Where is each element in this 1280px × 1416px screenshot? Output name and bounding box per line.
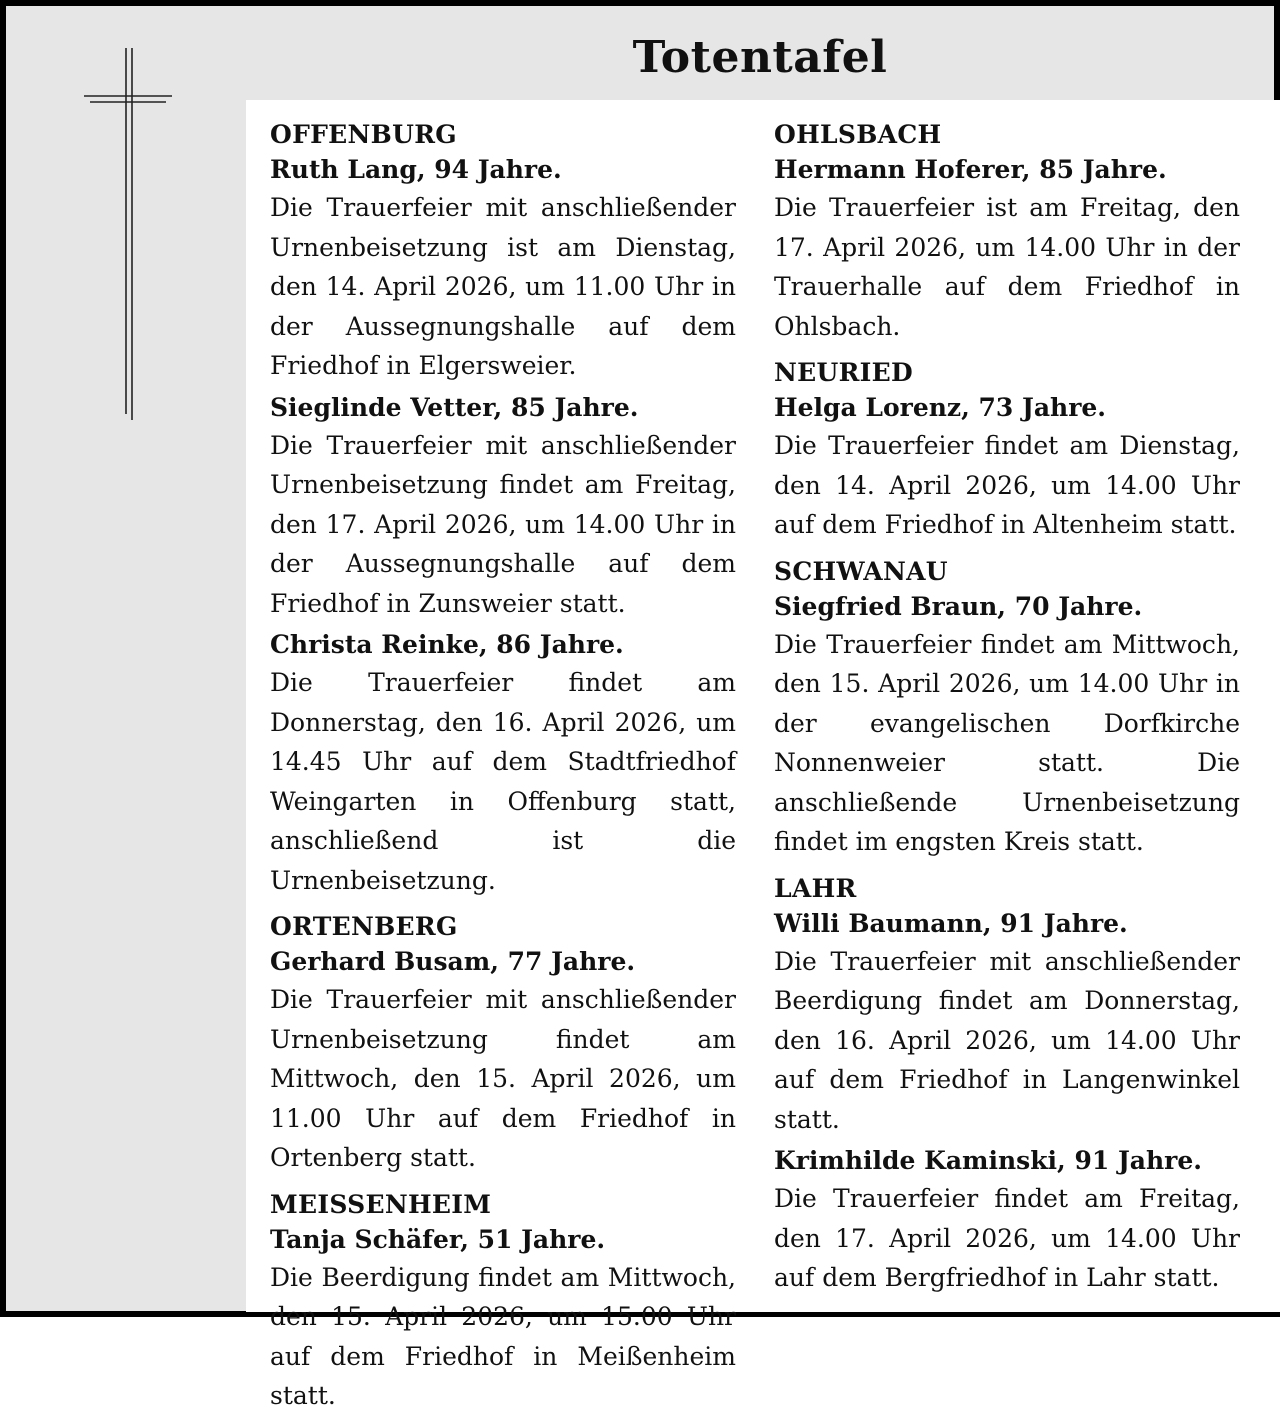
obituary-entry — [270, 944, 736, 1178]
ceremony-text: Die Trauerfeier findet am Donnerstag, den 16. April 2026, um 14.45 Uhr auf dem Stadtfriedhof Weingarten in Offenburg statt, anschließend ist die Urnenbeisetzung. — [270, 668, 736, 895]
deceased-name: Ruth Lang, 94 Jahre. — [270, 155, 562, 184]
obituary-panel — [246, 100, 1280, 1410]
town-section — [270, 1188, 736, 1416]
obituary-entry — [270, 1222, 736, 1416]
town-section — [270, 910, 736, 1178]
town-heading: ORTENBERG — [270, 912, 458, 941]
obituary-entry — [774, 906, 1240, 1140]
ceremony-text: Die Trauerfeier mit anschließender Urnenbeisetzung findet am Freitag, den 17. April 2026, um 14.00 Uhr in der Aussegnungshalle auf dem Friedhof in Zunsweier statt. — [270, 430, 736, 618]
ceremony-text: Die Trauerfeier mit anschließender Urnenbeisetzung findet am Mittwoch, den 15. April 2026, um 11.00 Uhr auf dem Friedhof in Ortenberg statt. — [270, 985, 736, 1172]
town-section — [270, 118, 736, 900]
ceremony-text: Die Trauerfeier findet am Freitag, den 17. April 2026, um 14.00 Uhr auf dem Bergfriedhof in Lahr statt. — [774, 1184, 1240, 1292]
ceremony-text: Die Trauerfeier ist am Freitag, den 17. April 2026, um 14.00 Uhr in der Trauerhalle auf dem Friedhof in Ohlsbach. — [774, 193, 1240, 341]
ceremony-text: Die Trauerfeier findet am Dienstag, den 14. April 2026, um 14.00 Uhr auf dem Friedhof in Altenheim statt. — [774, 431, 1240, 539]
deceased-name: Sieglinde Vetter, 85 Jahre. — [270, 392, 639, 422]
deceased-name: Gerhard Busam, 77 Jahre. — [270, 947, 636, 976]
obituary-entry — [774, 390, 1240, 545]
town-heading: OFFENBURG — [270, 120, 457, 149]
obituary-entry — [270, 390, 736, 624]
town-section — [774, 872, 1240, 1298]
deceased-name: Helga Lorenz, 73 Jahre. — [774, 393, 1106, 422]
deceased-name: Tanja Schäfer, 51 Jahre. — [270, 1224, 606, 1254]
town-heading: SCHWANAU — [774, 556, 948, 586]
ceremony-text: Die Trauerfeier findet am Mittwoch, den 15. April 2026, um 14.00 Uhr in der evangelischen Dorfkirche Nonnenweier statt. Die anschließende Urnenbeisetzung findet im engsten Kreis statt. — [774, 629, 1240, 856]
town-section — [774, 118, 1240, 346]
deceased-name: Siegfried Braun, 70 Jahre. — [774, 591, 1143, 621]
cross-icon — [84, 48, 174, 420]
town-section — [774, 555, 1240, 862]
town-section — [774, 356, 1240, 545]
deceased-name: Christa Reinke, 86 Jahre. — [270, 630, 624, 659]
town-heading: MEISSENHEIM — [270, 1189, 492, 1219]
column-left — [270, 118, 736, 1416]
ceremony-text: Die Beerdigung findet am Mittwoch, den 15. April 2026, um 15.00 Uhr auf dem Friedhof in Meißenheim statt. — [270, 1262, 736, 1410]
ceremony-text: Die Trauerfeier mit anschließender Urnenbeisetzung ist am Dienstag, den 14. April 2026, um 11.00 Uhr in der Aussegnungshalle auf dem Friedhof in Elgersweier. — [270, 193, 736, 380]
town-heading: OHLSBACH — [774, 120, 942, 149]
obituary-entry — [270, 152, 736, 386]
column-right — [774, 118, 1240, 1298]
ceremony-text: Die Trauerfeier mit anschließender Beerdigung findet am Donnerstag, den 16. April 2026, um 14.00 Uhr auf dem Friedhof in Langenwinkel statt. — [774, 946, 1240, 1134]
deceased-name: Krimhilde Kaminski, 91 Jahre. — [774, 1146, 1202, 1175]
obituary-entry — [270, 627, 736, 900]
obituary-entry — [774, 152, 1240, 346]
deceased-name: Willi Baumann, 91 Jahre. — [774, 908, 1128, 938]
page-title: Totentafel — [632, 32, 888, 83]
town-heading: LAHR — [774, 873, 857, 903]
deceased-name: Hermann Hoferer, 85 Jahre. — [774, 155, 1167, 184]
obituary-entry — [774, 1143, 1240, 1298]
obituary-entry — [774, 589, 1240, 862]
town-heading: NEURIED — [774, 358, 914, 387]
